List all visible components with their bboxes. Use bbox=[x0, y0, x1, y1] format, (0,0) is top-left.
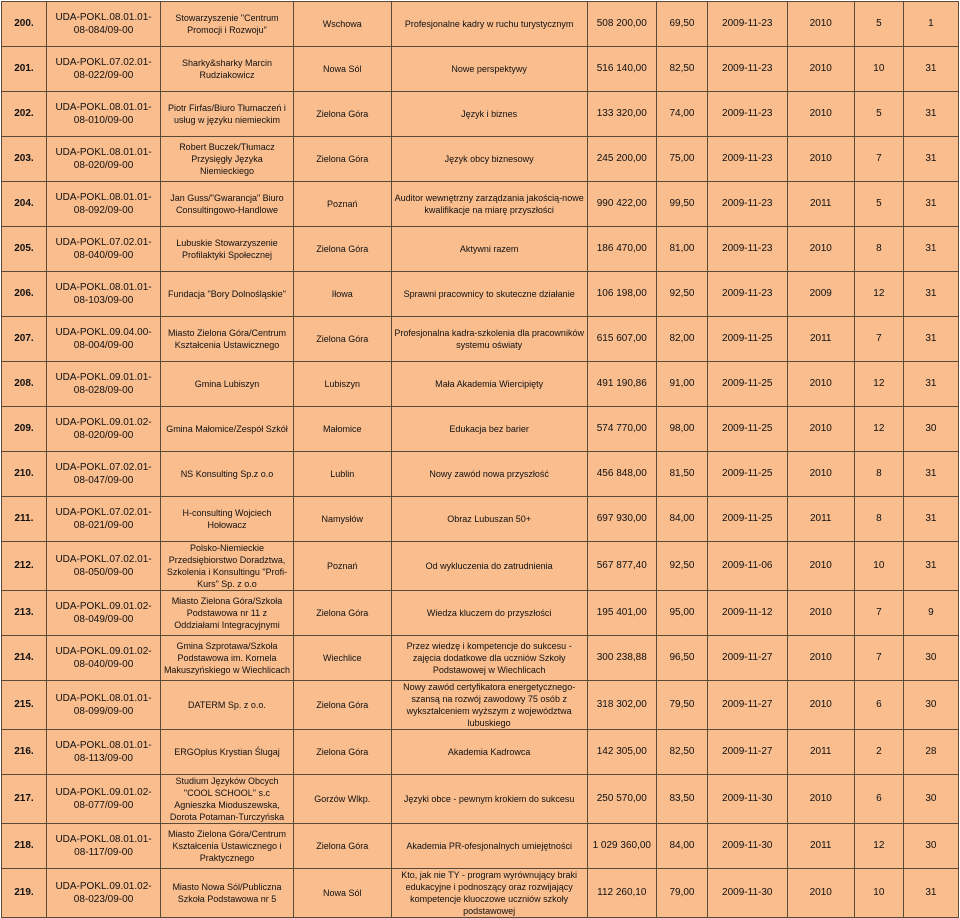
project-title: Profesjonalne kadry w ruchu turystycznym bbox=[391, 2, 587, 47]
beneficiary-name: H-consulting Wojciech Hołowacz bbox=[161, 497, 294, 542]
project-title: Przez wiedzę i kompetencje do sukcesu - zajęcia dodatkowe dla uczniów Szkoły Podstawowej w Wiechlicach bbox=[391, 636, 587, 681]
project-code: UDA-POKL.08.01.01-08-020/09-00 bbox=[46, 137, 160, 182]
funding-amount: 133 320,00 bbox=[587, 92, 656, 137]
row-number: 212. bbox=[2, 542, 47, 591]
beneficiary-name: Polsko-Niemieckie Przedsiębiorstwo Doradztwa, Szkolenia i Konsultingu "Profi-Kurs" Sp. z o.o bbox=[161, 542, 294, 591]
beneficiary-name: Stowarzyszenie "Centrum Promocji i Rozwoju" bbox=[161, 2, 294, 47]
row-number: 209. bbox=[2, 407, 47, 452]
beneficiary-name: ERGOplus Krystian Ślugaj bbox=[161, 730, 294, 775]
funding-percent: 95,00 bbox=[656, 591, 707, 636]
project-code: UDA-POKL.07.02.01-08-021/09-00 bbox=[46, 497, 160, 542]
location: Zielona Góra bbox=[293, 824, 391, 869]
decision-date: 2009-11-30 bbox=[707, 775, 787, 824]
start-month: 2 bbox=[854, 730, 903, 775]
start-month: 12 bbox=[854, 824, 903, 869]
beneficiary-name: Sharky&sharky Marcin Rudziakowicz bbox=[161, 47, 294, 92]
duration-months: 31 bbox=[903, 137, 958, 182]
duration-months: 30 bbox=[903, 407, 958, 452]
year: 2011 bbox=[787, 182, 854, 227]
funding-percent: 81,00 bbox=[656, 227, 707, 272]
start-month: 12 bbox=[854, 407, 903, 452]
decision-date: 2009-11-30 bbox=[707, 824, 787, 869]
location: Poznań bbox=[293, 182, 391, 227]
decision-date: 2009-11-30 bbox=[707, 869, 787, 918]
duration-months: 31 bbox=[903, 452, 958, 497]
project-code: UDA-POKL.09.01.02-08-049/09-00 bbox=[46, 591, 160, 636]
table-row bbox=[2, 636, 959, 681]
funding-percent: 96,50 bbox=[656, 636, 707, 681]
table-row bbox=[2, 591, 959, 636]
year: 2010 bbox=[787, 775, 854, 824]
project-title: Kto, jak nie TY - program wyrównujący braki edukacyjne i podnoszący oraz rozwijający kompetencje kluoczowe uczniów szkoły podstawowej bbox=[391, 869, 587, 918]
funding-percent: 74,00 bbox=[656, 92, 707, 137]
funding-amount: 245 200,00 bbox=[587, 137, 656, 182]
year: 2011 bbox=[787, 317, 854, 362]
start-month: 10 bbox=[854, 542, 903, 591]
project-title: Auditor wewnętrzny zarządzania jakością-nowe kwalifikacje na miarę przyszłości bbox=[391, 182, 587, 227]
year: 2011 bbox=[787, 824, 854, 869]
table-row bbox=[2, 2, 959, 47]
duration-months: 9 bbox=[903, 591, 958, 636]
project-code: UDA-POKL.07.02.01-08-022/09-00 bbox=[46, 47, 160, 92]
table-row bbox=[2, 47, 959, 92]
funding-percent: 92,50 bbox=[656, 542, 707, 591]
decision-date: 2009-11-23 bbox=[707, 182, 787, 227]
funding-percent: 98,00 bbox=[656, 407, 707, 452]
row-number: 205. bbox=[2, 227, 47, 272]
decision-date: 2009-11-23 bbox=[707, 2, 787, 47]
location: Zielona Góra bbox=[293, 92, 391, 137]
funding-percent: 82,00 bbox=[656, 317, 707, 362]
year: 2010 bbox=[787, 452, 854, 497]
duration-months: 31 bbox=[903, 182, 958, 227]
funding-percent: 84,00 bbox=[656, 497, 707, 542]
location: Gorzów Wlkp. bbox=[293, 775, 391, 824]
table-row bbox=[2, 775, 959, 824]
table-row bbox=[2, 824, 959, 869]
funding-percent: 82,50 bbox=[656, 730, 707, 775]
project-code: UDA-POKL.08.01.01-08-092/09-00 bbox=[46, 182, 160, 227]
beneficiary-name: Miasto Nowa Sól/Publiczna Szkoła Podstawowa nr 5 bbox=[161, 869, 294, 918]
project-code: UDA-POKL.08.01.01-08-103/09-00 bbox=[46, 272, 160, 317]
location: Zielona Góra bbox=[293, 317, 391, 362]
table-row bbox=[2, 730, 959, 775]
beneficiary-name: Miasto Zielona Góra/Centrum Kształcenia Ustawicznego bbox=[161, 317, 294, 362]
start-month: 6 bbox=[854, 775, 903, 824]
project-code: UDA-POKL.07.02.01-08-047/09-00 bbox=[46, 452, 160, 497]
duration-months: 31 bbox=[903, 362, 958, 407]
start-month: 7 bbox=[854, 137, 903, 182]
beneficiary-name: Gmina Lubiszyn bbox=[161, 362, 294, 407]
start-month: 5 bbox=[854, 2, 903, 47]
location: Małomice bbox=[293, 407, 391, 452]
year: 2010 bbox=[787, 407, 854, 452]
funding-amount: 516 140,00 bbox=[587, 47, 656, 92]
table-row bbox=[2, 272, 959, 317]
funding-percent: 92,50 bbox=[656, 272, 707, 317]
project-code: UDA-POKL.08.01.01-08-084/09-00 bbox=[46, 2, 160, 47]
location: Nowa Sól bbox=[293, 869, 391, 918]
duration-months: 30 bbox=[903, 775, 958, 824]
project-title: Nowy zawód nowa przyszłość bbox=[391, 452, 587, 497]
project-code: UDA-POKL.08.01.01-08-010/09-00 bbox=[46, 92, 160, 137]
duration-months: 31 bbox=[903, 317, 958, 362]
location: Poznań bbox=[293, 542, 391, 591]
funding-percent: 69,50 bbox=[656, 2, 707, 47]
row-number: 201. bbox=[2, 47, 47, 92]
beneficiary-name: Piotr Firfas/Biuro Tłumaczeń i usług w języku niemieckim bbox=[161, 92, 294, 137]
funding-percent: 82,50 bbox=[656, 47, 707, 92]
funding-amount: 186 470,00 bbox=[587, 227, 656, 272]
location: Zielona Góra bbox=[293, 681, 391, 730]
project-code: UDA-POKL.09.01.02-08-020/09-00 bbox=[46, 407, 160, 452]
funding-amount: 1 029 360,00 bbox=[587, 824, 656, 869]
duration-months: 31 bbox=[903, 869, 958, 918]
row-number: 208. bbox=[2, 362, 47, 407]
location: Wiechlice bbox=[293, 636, 391, 681]
beneficiary-name: NS Konsulting Sp.z o.o bbox=[161, 452, 294, 497]
row-number: 207. bbox=[2, 317, 47, 362]
start-month: 7 bbox=[854, 591, 903, 636]
funding-percent: 81,50 bbox=[656, 452, 707, 497]
decision-date: 2009-11-23 bbox=[707, 92, 787, 137]
year: 2010 bbox=[787, 681, 854, 730]
duration-months: 31 bbox=[903, 92, 958, 137]
location: Zielona Góra bbox=[293, 591, 391, 636]
project-title: Aktywni razem bbox=[391, 227, 587, 272]
funding-amount: 456 848,00 bbox=[587, 452, 656, 497]
funding-percent: 83,50 bbox=[656, 775, 707, 824]
table-row bbox=[2, 407, 959, 452]
funding-percent: 91,00 bbox=[656, 362, 707, 407]
decision-date: 2009-11-23 bbox=[707, 227, 787, 272]
start-month: 5 bbox=[854, 182, 903, 227]
duration-months: 28 bbox=[903, 730, 958, 775]
funding-amount: 697 930,00 bbox=[587, 497, 656, 542]
project-code: UDA-POKL.09.01.02-08-040/09-00 bbox=[46, 636, 160, 681]
project-code: UDA-POKL.08.01.01-08-117/09-00 bbox=[46, 824, 160, 869]
funding-amount: 318 302,00 bbox=[587, 681, 656, 730]
decision-date: 2009-11-27 bbox=[707, 730, 787, 775]
row-number: 216. bbox=[2, 730, 47, 775]
year: 2010 bbox=[787, 2, 854, 47]
funding-percent: 79,50 bbox=[656, 681, 707, 730]
row-number: 214. bbox=[2, 636, 47, 681]
duration-months: 31 bbox=[903, 497, 958, 542]
row-number: 203. bbox=[2, 137, 47, 182]
row-number: 211. bbox=[2, 497, 47, 542]
row-number: 210. bbox=[2, 452, 47, 497]
table-row bbox=[2, 497, 959, 542]
start-month: 7 bbox=[854, 636, 903, 681]
start-month: 6 bbox=[854, 681, 903, 730]
project-code: UDA-POKL.08.01.01-08-099/09-00 bbox=[46, 681, 160, 730]
decision-date: 2009-11-06 bbox=[707, 542, 787, 591]
project-title: Język obcy biznesowy bbox=[391, 137, 587, 182]
funding-percent: 79,00 bbox=[656, 869, 707, 918]
funding-amount: 990 422,00 bbox=[587, 182, 656, 227]
decision-date: 2009-11-27 bbox=[707, 636, 787, 681]
location: Nowa Sól bbox=[293, 47, 391, 92]
project-code: UDA-POKL.07.02.01-08-040/09-00 bbox=[46, 227, 160, 272]
funding-percent: 75,00 bbox=[656, 137, 707, 182]
funding-amount: 250 570,00 bbox=[587, 775, 656, 824]
table-row bbox=[2, 317, 959, 362]
duration-months: 30 bbox=[903, 681, 958, 730]
table-row bbox=[2, 137, 959, 182]
project-code: UDA-POKL.09.01.02-08-023/09-00 bbox=[46, 869, 160, 918]
start-month: 10 bbox=[854, 47, 903, 92]
decision-date: 2009-11-25 bbox=[707, 407, 787, 452]
funding-amount: 491 190,86 bbox=[587, 362, 656, 407]
location: Lublin bbox=[293, 452, 391, 497]
row-number: 219. bbox=[2, 869, 47, 918]
table-row bbox=[2, 227, 959, 272]
project-code: UDA-POKL.09.04.00-08-004/09-00 bbox=[46, 317, 160, 362]
project-title: Mała Akademia Wiercipięty bbox=[391, 362, 587, 407]
row-number: 213. bbox=[2, 591, 47, 636]
beneficiary-name: Studium Języków Obcych "COOL SCHOOL" s.c Agnieszka Mioduszewska, Dorota Potaman-Turczyńska bbox=[161, 775, 294, 824]
funding-amount: 106 198,00 bbox=[587, 272, 656, 317]
start-month: 10 bbox=[854, 869, 903, 918]
beneficiary-name: Miasto Zielona Góra/Szkoła Podstawowa nr 11 z Oddziałami Integracyjnymi bbox=[161, 591, 294, 636]
table-body bbox=[2, 2, 959, 918]
table-row bbox=[2, 362, 959, 407]
year: 2010 bbox=[787, 92, 854, 137]
decision-date: 2009-11-25 bbox=[707, 452, 787, 497]
project-title: Akademia PR-ofesjonalnych umiejętności bbox=[391, 824, 587, 869]
table-row bbox=[2, 869, 959, 918]
location: Namysłów bbox=[293, 497, 391, 542]
funding-amount: 142 305,00 bbox=[587, 730, 656, 775]
table-row bbox=[2, 92, 959, 137]
duration-months: 31 bbox=[903, 47, 958, 92]
duration-months: 31 bbox=[903, 227, 958, 272]
year: 2010 bbox=[787, 636, 854, 681]
year: 2010 bbox=[787, 227, 854, 272]
beneficiary-name: Gmina Szprotawa/Szkoła Podstawowa im. Kornela Makuszyńskiego w Wiechlicach bbox=[161, 636, 294, 681]
beneficiary-name: Robert Buczek/Tłumacz Przysięgły Języka Niemieckiego bbox=[161, 137, 294, 182]
year: 2009 bbox=[787, 272, 854, 317]
funding-amount: 195 401,00 bbox=[587, 591, 656, 636]
funding-percent: 99,50 bbox=[656, 182, 707, 227]
project-code: UDA-POKL.07.02.01-08-050/09-00 bbox=[46, 542, 160, 591]
row-number: 217. bbox=[2, 775, 47, 824]
table-row bbox=[2, 182, 959, 227]
decision-date: 2009-11-25 bbox=[707, 497, 787, 542]
decision-date: 2009-11-25 bbox=[707, 362, 787, 407]
funding-amount: 508 200,00 bbox=[587, 2, 656, 47]
project-code: UDA-POKL.09.01.02-08-077/09-00 bbox=[46, 775, 160, 824]
duration-months: 31 bbox=[903, 542, 958, 591]
beneficiary-name: Gmina Małomice/Zespół Szkół bbox=[161, 407, 294, 452]
year: 2010 bbox=[787, 591, 854, 636]
table-row bbox=[2, 542, 959, 591]
project-title: Język i biznes bbox=[391, 92, 587, 137]
location: Wschowa bbox=[293, 2, 391, 47]
decision-date: 2009-11-23 bbox=[707, 137, 787, 182]
start-month: 8 bbox=[854, 227, 903, 272]
beneficiary-name: Fundacja "Bory Dolnośląskie" bbox=[161, 272, 294, 317]
project-title: Języki obce - pewnym krokiem do sukcesu bbox=[391, 775, 587, 824]
row-number: 202. bbox=[2, 92, 47, 137]
beneficiary-name: Jan Guss/"Gwarancja" Biuro Consultingowo-Handlowe bbox=[161, 182, 294, 227]
decision-date: 2009-11-25 bbox=[707, 317, 787, 362]
year: 2010 bbox=[787, 47, 854, 92]
project-code: UDA-POKL.08.01.01-08-113/09-00 bbox=[46, 730, 160, 775]
funding-percent: 84,00 bbox=[656, 824, 707, 869]
table-row bbox=[2, 681, 959, 730]
project-title: Sprawni pracownicy to skuteczne działanie bbox=[391, 272, 587, 317]
start-month: 12 bbox=[854, 272, 903, 317]
row-number: 215. bbox=[2, 681, 47, 730]
row-number: 204. bbox=[2, 182, 47, 227]
row-number: 218. bbox=[2, 824, 47, 869]
projects-table bbox=[1, 1, 959, 918]
decision-date: 2009-11-12 bbox=[707, 591, 787, 636]
project-code: UDA-POKL.09.01.01-08-028/09-00 bbox=[46, 362, 160, 407]
duration-months: 30 bbox=[903, 636, 958, 681]
project-title: Akademia Kadrowca bbox=[391, 730, 587, 775]
start-month: 5 bbox=[854, 92, 903, 137]
year: 2010 bbox=[787, 362, 854, 407]
duration-months: 30 bbox=[903, 824, 958, 869]
project-title: Nowy zawód certyfikatora energetycznego- szansą na rozwój zawodowy 75 osób z wykształceniem wyższym z województwa lubuskiego bbox=[391, 681, 587, 730]
location: Iłowa bbox=[293, 272, 391, 317]
project-title: Wiedza kluczem do przyszłości bbox=[391, 591, 587, 636]
funding-amount: 300 238,88 bbox=[587, 636, 656, 681]
start-month: 12 bbox=[854, 362, 903, 407]
project-title: Edukacja bez barier bbox=[391, 407, 587, 452]
table-row bbox=[2, 452, 959, 497]
project-title: Obraz Lubuszan 50+ bbox=[391, 497, 587, 542]
decision-date: 2009-11-23 bbox=[707, 272, 787, 317]
beneficiary-name: DATERM Sp. z o.o. bbox=[161, 681, 294, 730]
decision-date: 2009-11-27 bbox=[707, 681, 787, 730]
year: 2011 bbox=[787, 730, 854, 775]
funding-amount: 615 607,00 bbox=[587, 317, 656, 362]
funding-amount: 574 770,00 bbox=[587, 407, 656, 452]
year: 2010 bbox=[787, 542, 854, 591]
project-title: Nowe perspektywy bbox=[391, 47, 587, 92]
year: 2011 bbox=[787, 497, 854, 542]
location: Zielona Góra bbox=[293, 137, 391, 182]
row-number: 200. bbox=[2, 2, 47, 47]
duration-months: 1 bbox=[903, 2, 958, 47]
beneficiary-name: Lubuskie Stowarzyszenie Profilaktyki Społecznej bbox=[161, 227, 294, 272]
location: Lubiszyn bbox=[293, 362, 391, 407]
row-number: 206. bbox=[2, 272, 47, 317]
decision-date: 2009-11-23 bbox=[707, 47, 787, 92]
beneficiary-name: Miasto Zielona Góra/Centrum Kształcenia Ustawicznego i Praktycznego bbox=[161, 824, 294, 869]
start-month: 7 bbox=[854, 317, 903, 362]
project-title: Profesjonalna kadra-szkolenia dla pracowników systemu oświaty bbox=[391, 317, 587, 362]
year: 2010 bbox=[787, 869, 854, 918]
duration-months: 31 bbox=[903, 272, 958, 317]
start-month: 8 bbox=[854, 497, 903, 542]
funding-amount: 112 260,10 bbox=[587, 869, 656, 918]
funding-amount: 567 877,40 bbox=[587, 542, 656, 591]
start-month: 8 bbox=[854, 452, 903, 497]
location: Zielona Góra bbox=[293, 227, 391, 272]
year: 2010 bbox=[787, 137, 854, 182]
project-title: Od wykluczenia do zatrudnienia bbox=[391, 542, 587, 591]
location: Zielona Góra bbox=[293, 730, 391, 775]
